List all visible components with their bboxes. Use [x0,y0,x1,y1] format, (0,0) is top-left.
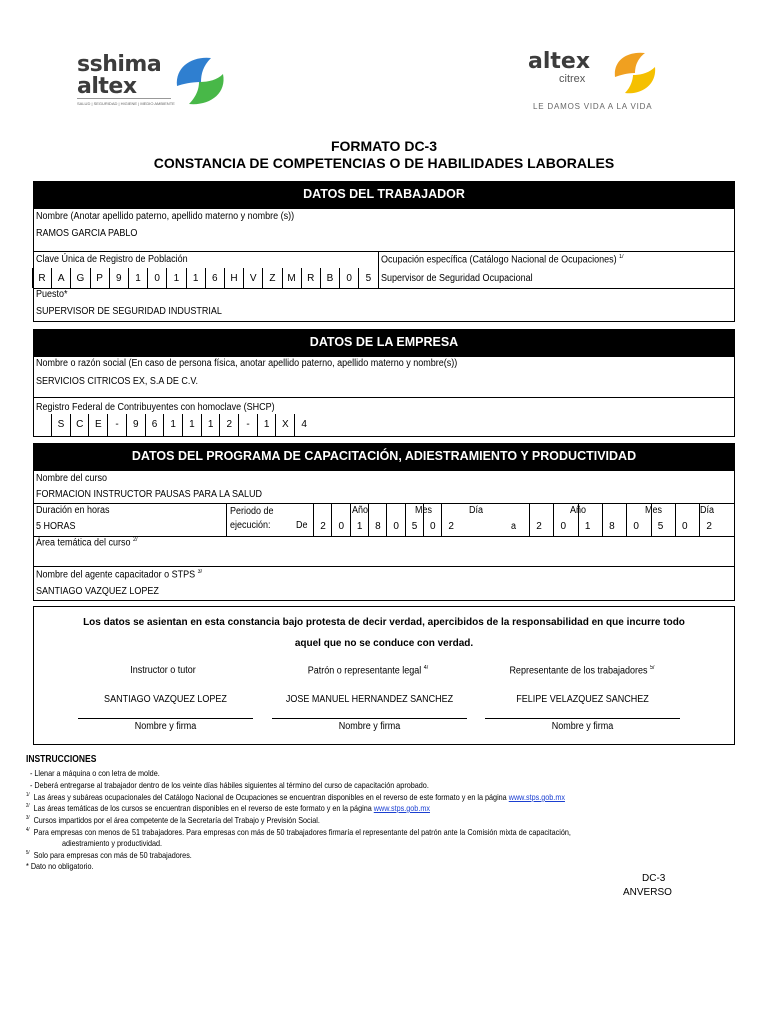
nombre-firma-3: Nombre y firma [551,721,614,732]
instructor-label: Instructor o tutor [130,665,196,676]
ocupacion-value[interactable]: Supervisor de Seguridad Ocupacional [381,273,533,284]
fecha-fin-char: 2 [536,521,542,532]
fecha-fin-char: 8 [609,521,615,532]
instrucciones-title: INSTRUCCIONES [26,754,97,765]
agente-value[interactable]: SANTIAGO VAZQUEZ LOPEZ [36,586,159,597]
firma-line-representante [485,718,680,719]
fecha-inicio-char: 2 [320,521,326,532]
razon-social-label: Nombre o razón social (En caso de persona física, anotar apellido paterno, apellido materno y nombre(s)) [36,358,458,369]
fecha-fin-char: 2 [706,521,712,532]
rfc-char: 9 [133,419,139,430]
fecha-heading: Día [700,505,715,516]
rfc-char: 1 [207,419,214,430]
curp-char: 6 [212,273,218,284]
rfc-char: 2 [226,419,233,430]
instruccion-2: - Deberá entregarse al trabajador dentro de los veinte días hábiles siguientes al término del curso de capacitación aprobado. [30,780,429,790]
fecha-heading: Año [352,505,369,516]
curp-char: V [249,273,257,284]
instruccion-3: $^{1/}$ Las áreas y subáreas ocupacionales del Catálogo Nacional de Ocupaciones se encuentran disponibles en el reverso de este formato y en la página www.stps.gob.mx [26,792,565,802]
leaf-icon [171,52,229,110]
curp-char: H [230,273,238,284]
curso-value[interactable]: FORMACION INSTRUCTOR PAUSAS PARA LA SALUD [36,489,263,500]
patron-label: Patrón o representante legal $^{4/}$ [307,665,429,677]
form-title: CONSTANCIA DE COMPETENCIAS O DE HABILIDADES LABORALES [153,155,615,171]
instruccion-6b: adiestramiento y productividad. [62,838,163,848]
logo-line1: sshima [77,52,162,77]
nombre-value[interactable]: RAMOS GARCIA PABLO [36,228,138,239]
periodo-label: Periodo de [230,506,274,517]
fecha-inicio-char: 5 [411,521,418,532]
curso-label: Nombre del curso [36,473,108,484]
curp-char: A [57,273,65,284]
instructor-name[interactable]: SANTIAGO VAZQUEZ LOPEZ [104,694,227,705]
curp-char: 5 [365,273,372,284]
a-label: a [511,521,517,532]
stps-link-2[interactable]: www.stps.gob.mx [373,803,430,813]
instruccion-1: - Llenar a máquina o con letra de molde. [30,768,160,778]
rfc-char: 1 [189,419,195,430]
footer-side: ANVERSO [623,887,672,898]
nombre-firma-2: Nombre y firma [338,721,401,732]
fecha-inicio-char: 0 [430,521,436,532]
fecha-fin-char: 5 [657,521,664,532]
area-tematica-label: Área temática del curso $^{2/}$ [36,537,138,549]
curp-label: Clave Única de Registro de Población [36,254,188,265]
firma-line-instructor [78,718,253,719]
rfc-char: X [282,419,289,430]
fecha-inicio-char: 8 [375,521,381,532]
logo-line2: citrex [559,73,586,85]
firma-line-patron [272,718,467,719]
nombre-label: Nombre (Anotar apellido paterno, apellido materno y nombre (s)) [36,211,295,222]
altex-citrex-logo [525,45,675,115]
curp-char: Z [269,273,276,284]
fecha-heading: Año [570,505,587,516]
ocupacion-label: Ocupación específica (Catálogo Nacional de Ocupaciones) $^{1/}$ [381,254,624,266]
duracion-label: Duración en horas [36,505,110,516]
rfc-char: S [57,419,65,430]
curp-char: 9 [116,273,122,284]
curp-char: P [96,273,103,284]
rfc-char: 4 [301,419,307,430]
curp-char: 1 [173,273,180,284]
rfc-char: E [95,419,102,430]
fecha-fin-char: 1 [584,521,591,532]
instruccion-8: * Dato no obligatorio. [26,861,94,871]
sshima-altex-logo [74,48,234,112]
logo-tagline: SALUD | SEGURIDAD | HIGIENE | MEDIO AMBIENTE [77,101,175,106]
declaracion-line1: Los datos se asientan en esta constancia bajo protesta de decir verdad, apercibidos de la responsabilidad en que incurre todo [83,617,685,628]
logo-line2: altex [77,74,137,99]
puesto-value[interactable]: SUPERVISOR DE SEGURIDAD INDUSTRIAL [36,306,222,317]
periodo-label-2: ejecución: [230,520,271,531]
curp-char: M [287,273,296,284]
footer-code: DC-3 [642,873,666,884]
curp-char: 1 [192,273,199,284]
rfc-char: - [246,419,250,430]
rfc-label: Registro Federal de Contribuyentes con homoclave (SHCP) [36,402,275,413]
rfc-char: - [115,419,119,430]
section-header-trabajador: DATOS DEL TRABAJADOR [33,181,735,208]
fecha-inicio-char: 1 [356,521,363,532]
rfc-char: 6 [151,419,158,430]
fecha-heading: Día [469,505,484,516]
rfc-char: C [76,419,84,430]
fecha-heading: Mes [415,505,433,516]
logo-line1: altex [528,49,591,74]
duracion-value[interactable]: 5 HORAS [36,521,76,532]
razon-social-value[interactable]: SERVICIOS CITRICOS EX, S.A DE C.V. [36,376,199,387]
instruccion-4: $^{2/}$ Las áreas temáticas de los cursos se encuentran disponibles en el reverso de este formato y en la página www.stps.gob.mx [26,803,430,813]
curp-char: R [307,273,315,284]
citrus-icon [609,49,659,97]
curp-char: R [38,273,46,284]
fecha-heading: Mes [645,505,663,516]
rfc-char: 1 [263,419,270,430]
curp-char: G [76,273,85,284]
curp-char: 1 [135,273,141,284]
fecha-inicio-char: 2 [448,521,454,532]
fecha-fin-char: 0 [560,521,567,532]
instruccion-7: $^{5/}$ Solo para empresas con más de 50 trabajadores. [26,850,192,860]
rfc-char: 1 [170,419,176,430]
section-header-programa: DATOS DEL PROGRAMA DE CAPACITACIÓN, ADIESTRAMIENTO Y PRODUCTIVIDAD [33,443,735,470]
fecha-fin-char: 0 [633,521,639,532]
fecha-inicio-char: 0 [338,521,345,532]
nombre-firma-1: Nombre y firma [134,721,197,732]
instruccion-5: $^{3/}$ Cursos impartidos por el área competente de la Secretaría del Trabajo y Previsión Social. [26,815,320,825]
fecha-inicio-char: 0 [393,521,399,532]
representante-label: Representante de los trabajadores $^{5/}$ [509,665,655,677]
curp-char: B [326,273,334,284]
fecha-fin-char: 0 [682,521,688,532]
curp-char: 0 [154,273,160,284]
curp-char: 0 [346,273,352,284]
agente-label: Nombre del agente capacitador o STPS $^{3/}$ [36,569,203,581]
stps-link-1[interactable]: www.stps.gob.mx [508,792,565,802]
logo-slogan: LE DAMOS VIDA A LA VIDA [533,102,653,111]
form-code-title: FORMATO DC-3 [330,138,438,154]
declaracion-line2: aquel que no se conduce con verdad. [294,638,474,649]
instruccion-6: $^{4/}$ Para empresas con menos de 51 trabajadores. Para empresas con más de 50 trabajadores firmaría el representante del patrón ante la Comisión mixta de capacitación, [26,827,571,837]
puesto-label: Puesto* [36,289,68,300]
section-header-empresa: DATOS DE LA EMPRESA [33,329,735,356]
representante-name[interactable]: FELIPE VELAZQUEZ SANCHEZ [516,694,649,705]
de-label: De [296,520,308,531]
patron-name[interactable]: JOSE MANUEL HERNANDEZ SANCHEZ [285,694,454,705]
